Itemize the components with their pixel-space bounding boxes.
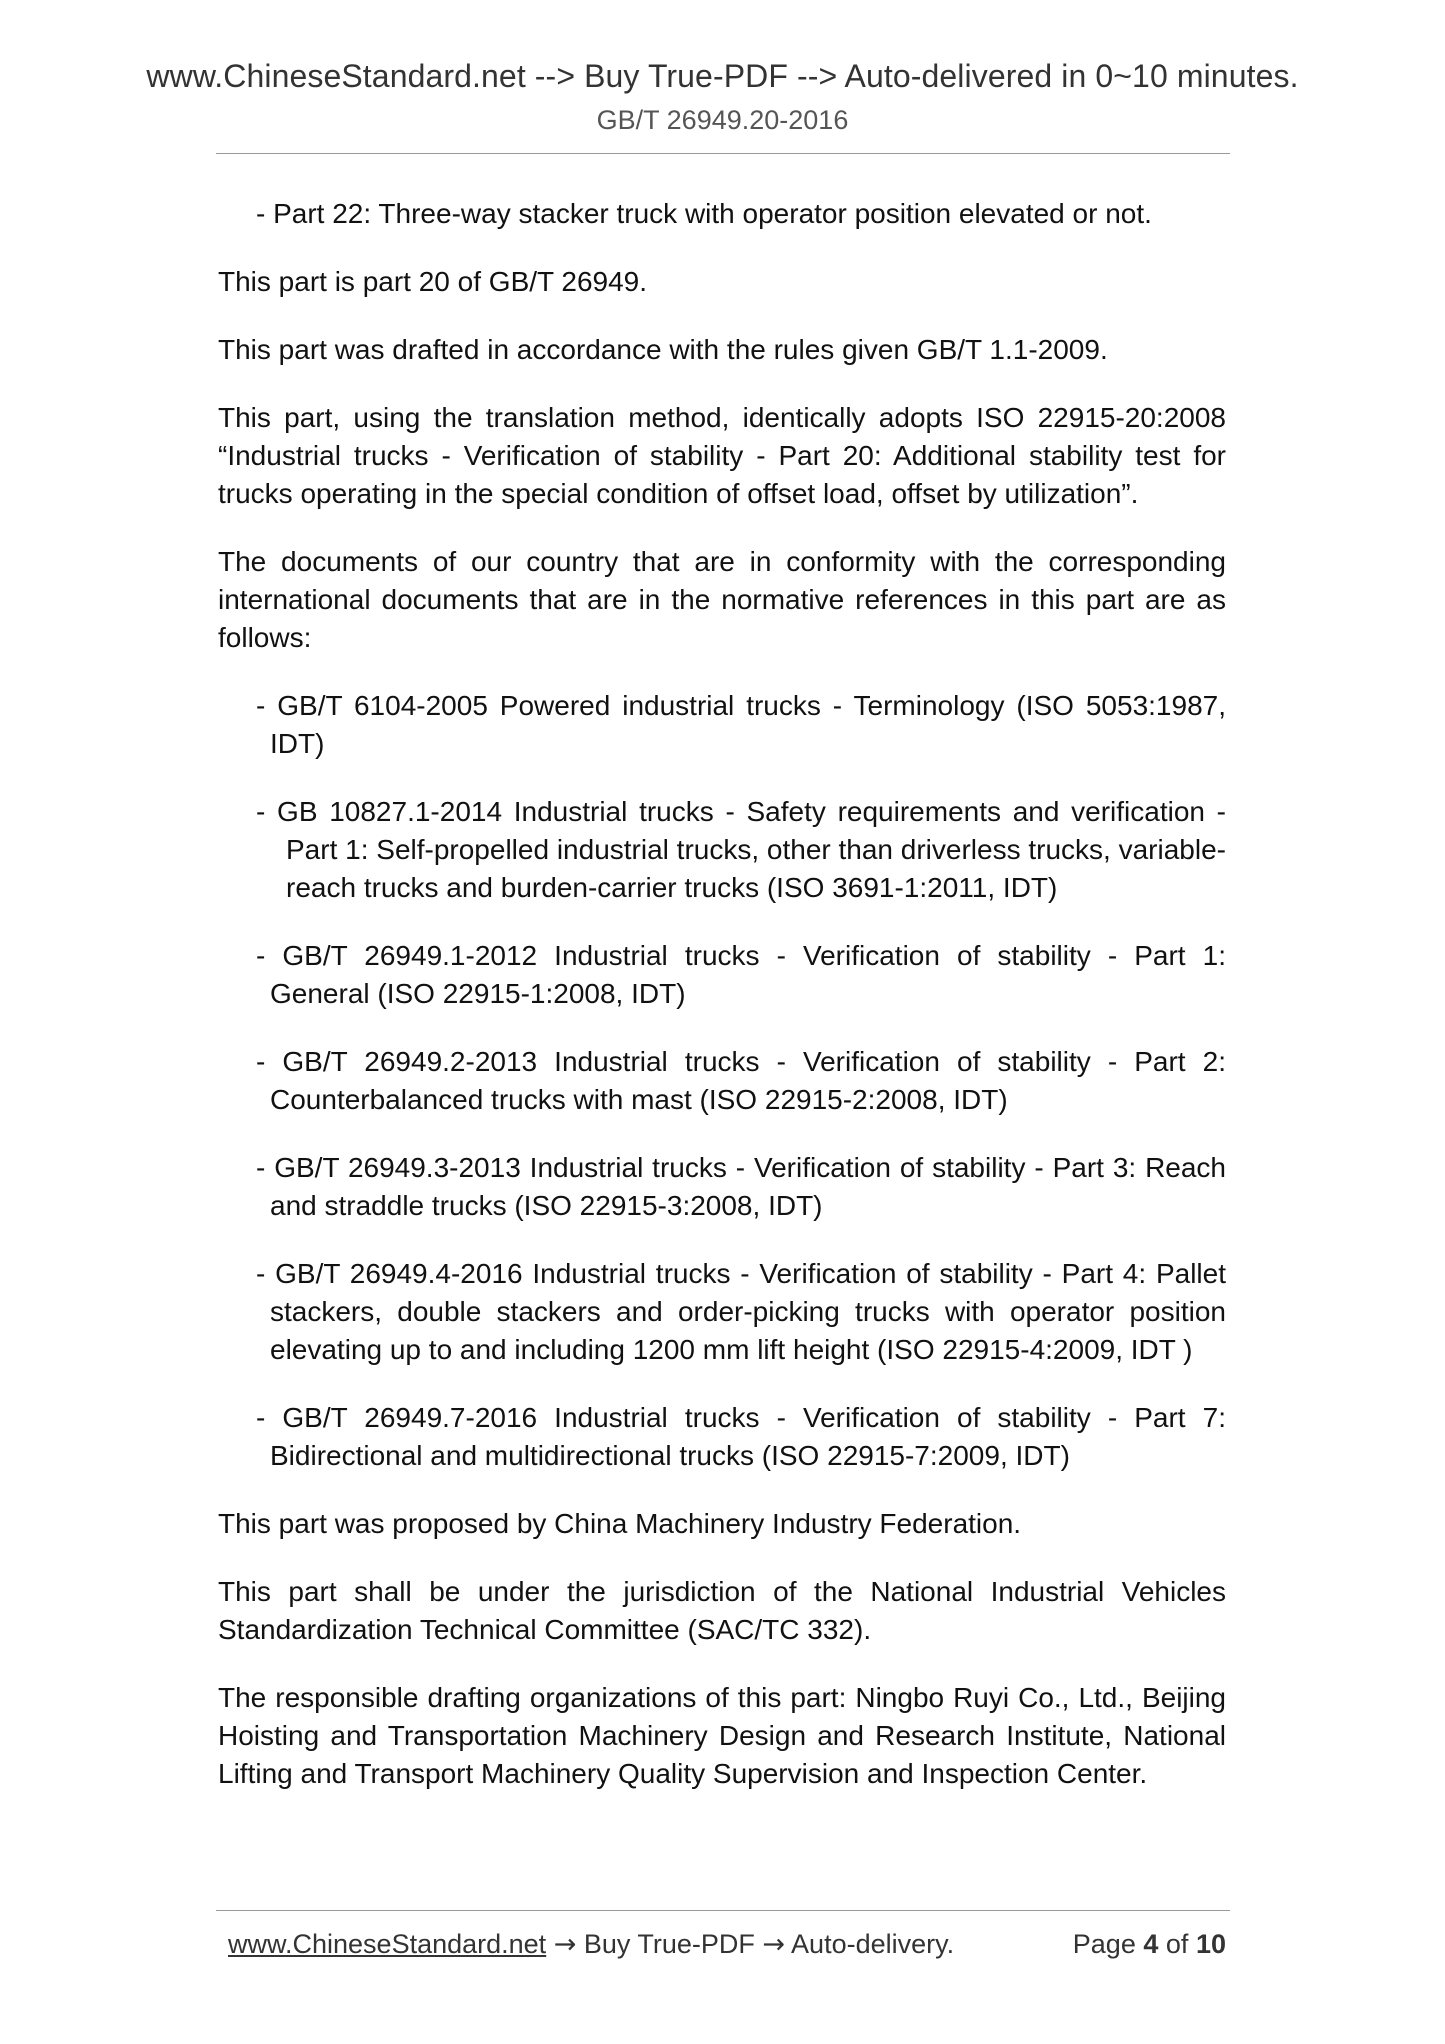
page-total: 10 xyxy=(1195,1929,1226,1959)
reference-item: - GB/T 6104-2005 Powered industrial trucks - Terminology (ISO 5053:1987, IDT) xyxy=(256,690,1226,759)
standard-number: GB/T 26949.20-2016 xyxy=(596,105,849,135)
page-indicator xyxy=(1073,1929,1226,1960)
paragraph-drafting-rules: This part was drafted in accordance with the rules given GB/T 1.1-2009. xyxy=(218,334,1108,365)
reference-item: - GB/T 26949.7-2016 Industrial trucks - Verification of stability - Part 7: Bidirectional and multidirectional trucks (ISO 22915-7:2009, IDT) xyxy=(256,1402,1226,1471)
page-footer xyxy=(228,1929,1226,1960)
footer-buy-text: Buy True-PDF xyxy=(583,1929,755,1959)
reference-item: - GB/T 26949.4-2016 Industrial trucks - Verification of stability - Part 4: Pallet stackers, double stackers and order-picking trucks with operator position elevating up to and including 1200 mm lift height (ISO 22915-4:2009, IDT ) xyxy=(256,1258,1226,1365)
reference-item: - GB/T 26949.1-2012 Industrial trucks - Verification of stability - Part 1: General (ISO 22915-1:2008, IDT) xyxy=(256,940,1226,1009)
paragraph-conformity: The documents of our country that are in conformity with the corresponding international documents that are in the normative references in this part are as follows: xyxy=(218,546,1226,653)
page-of-label: of xyxy=(1165,1929,1189,1959)
footer-links xyxy=(228,1929,954,1960)
footer-site-link[interactable]: www.ChineseStandard.net xyxy=(228,1929,547,1959)
page-number: 4 xyxy=(1143,1929,1159,1959)
paragraph-proposer: This part was proposed by China Machinery Industry Federation. xyxy=(218,1508,1022,1539)
paragraph-adoption: This part, using the translation method, identically adopts ISO 22915-20:2008 “Industrial trucks - Verification of stability - Part 20: Additional stability test for trucks operating in the special condition of offset load, offset by utilization”. xyxy=(218,402,1226,509)
list-item-part22: - Part 22: Three-way stacker truck with operator position elevated or not. xyxy=(256,198,1152,229)
page-label: Page xyxy=(1072,1929,1136,1959)
reference-item: - GB 10827.1-2014 Industrial trucks - Safety requirements and verification - Part 1: Self-propelled industrial trucks, other than driverless trucks, variable-reach trucks and burden-carrier trucks (ISO 3691-1:2011, IDT) xyxy=(256,796,1226,903)
header-banner: www.ChineseStandard.net --> Buy True-PDF --> Auto-delivered in 0~10 minutes. xyxy=(146,58,1299,94)
reference-item: - GB/T 26949.2-2013 Industrial trucks - Verification of stability - Part 2: Counterbalanced trucks with mast (ISO 22915-2:2008, IDT) xyxy=(256,1046,1226,1115)
footer-auto-text: Auto-delivery. xyxy=(791,1929,955,1959)
arrow-right-icon: → xyxy=(553,1929,577,1960)
header-divider xyxy=(216,153,1230,154)
paragraph-jurisdiction: This part shall be under the jurisdiction of the National Industrial Vehicles Standardization Technical Committee (SAC/TC 332). xyxy=(218,1576,1226,1645)
reference-item: - GB/T 26949.3-2013 Industrial trucks - Verification of stability - Part 3: Reach and straddle trucks (ISO 22915-3:2008, IDT) xyxy=(256,1152,1226,1221)
document-body xyxy=(218,195,1226,1823)
paragraph-part-number: This part is part 20 of GB/T 26949. xyxy=(218,266,648,297)
arrow-right-icon: → xyxy=(762,1929,786,1960)
paragraph-drafting-organizations: The responsible drafting organizations of this part: Ningbo Ruyi Co., Ltd., Beijing Hoisting and Transportation Machinery Design and Research Institute, National Lifting and Transport Machinery Quality Supervision and Inspection Center. xyxy=(218,1682,1226,1789)
footer-divider xyxy=(216,1910,1230,1911)
